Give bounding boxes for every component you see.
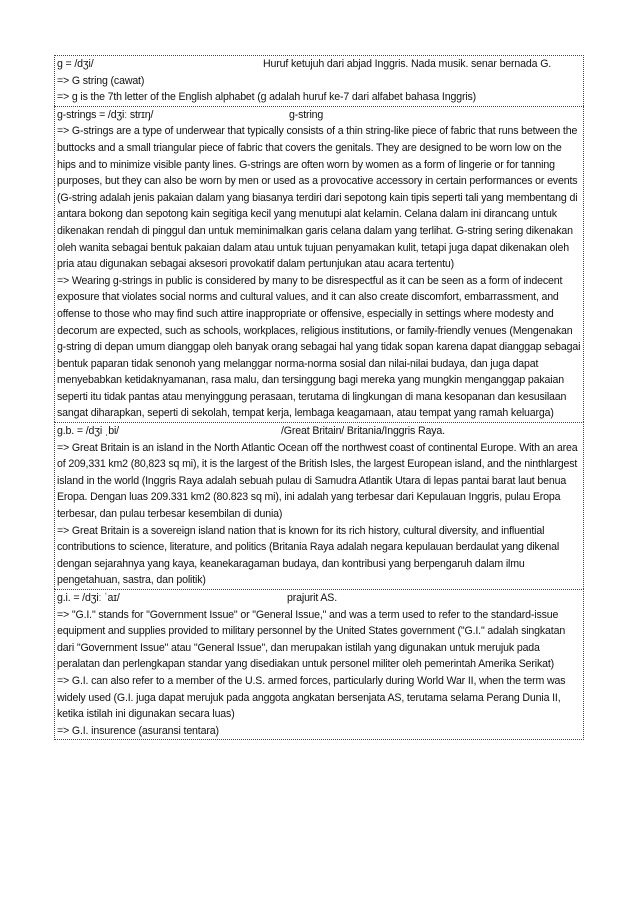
short-meaning: Huruf ketujuh dari abjad Inggris. Nada musik. senar bernada G.	[263, 58, 552, 70]
entry-headline	[57, 590, 582, 607]
headword: g = /dʒi/	[57, 58, 94, 70]
definition-line: => G.I. insurence (asuransi tentara)	[57, 724, 219, 737]
dictionary-page	[54, 55, 584, 740]
definition-line: => g is the 7th letter of the English alphabet (g adalah huruf ke-7 dari alfabet bahasa Inggris)	[57, 91, 477, 104]
definition-line: => G string (cawat)	[57, 74, 145, 87]
definition-line: => Wearing g-strings in public is considered by many to be disrespectful as it can be seen as a form of indecent exposure that violates social norms and cultural values, and it can also create discomfort, embarrassment, and offense to those who may find such attire inappropriate or offensive, especially in settings where modesty and decorum are expected, such as schools, workplaces, religious institutions, or family-friendly venues (Mengenakan g-string di depan umum dianggap oleh banyak orang sebagai hal yang tidak sopan karena dapat dianggap sebagai bentuk paparan tidak senonoh yang melanggar norma-norma sosial dan nilai-nilai budaya, dan juga dapat menyebabkan ketidaknyamanan, rasa malu, dan tersinggung bagi mereka yang mungkin menganggap pakaian seperti itu tidak pantas atau menyinggung perasaan, terutama di lingkungan di mana kesopanan dan kesusilaan sangat diharapkan, seperti di sekolah, tempat kerja, lembaga keagamaan, atau tempat yang ramah keluarga)	[57, 274, 581, 420]
headword: g-strings = /dʒiː strɪŋ/	[57, 108, 154, 121]
entry-gb	[54, 422, 584, 589]
definition-line: => Great Britain is an island in the North Atlantic Ocean off the northwest coast of continental Europe. With an area of 209,331 km2 (80,823 sq mi), it is the largest of the British Isles, the largest European island, and the ninthlargest island in the world (Inggris Raya adalah sebuah pulau di Samudra Atlantik Utara di lepas pantai barat laut benua Eropa. Dengan luas 209.331 km2 (80.823 sq mi), ini adalah yang terbesar dari Kepulauan Inggris, pulau Eropa terbesar, dan pulau terbesar kesembilan di dunia)	[57, 441, 578, 521]
definition-line: => G.I. can also refer to a member of the U.S. armed forces, particularly during World War II, when the term was widely used (G.I. juga dapat merujuk pada anggota angkatan bersenjata AS, terutama selama Perang Dunia II, ketika istilah ini digunakan secara luas)	[57, 674, 566, 721]
headword: g.i. = /dʒiː ˈaɪ/	[57, 592, 120, 604]
entry-headline	[57, 423, 582, 440]
definition-line: => G-strings are a type of underwear that typically consists of a thin string-like piece of fabric that runs between the buttocks and a small triangular piece of fabric that covers the genitals. They are designed to be worn low on the hips and to minimize visible panty lines. G-strings are often worn by women as a form of lingerie or for tanning purposes, but they can also be worn by men or used as a provocative accessory in certain performances or events (G-string adalah jenis pakaian dalam yang biasanya terdiri dari sepotong kain tipis seperti tali yang membentang di antara bokong dan sepotong kain segitiga kecil yang menutupi alat kelamin. Celana dalam ini dirancang untuk dikenakan rendah di pinggul dan untuk meminimalkan garis celana dalam yang terlihat. G-string sering dikenakan oleh wanita sebagai bentuk pakaian dalam atau untuk tujuan penyamakan kulit, tetapi juga dapat dikenakan oleh pria atau digunakan sebagai aksesori provokatif dalam pertunjukan atau acara tertentu)	[57, 125, 578, 271]
short-meaning: prajurit AS.	[287, 592, 338, 604]
definition-line: => "G.I." stands for "Government Issue" or "General Issue," and was a term used to refer to the standard-issue equipment and supplies provided to military personnel by the United States government ("G.I." adalah singkatan dari "Government Issue" atau "General Issue", dan merupakan istilah yang digunakan untuk merujuk pada peralatan dan perlengkapan standar yang disediakan untuk personel militer oleh pemerintah Amerika Serikat)	[57, 608, 566, 671]
definition-line: => Great Britain is a sovereign island nation that is known for its rich history, cultural diversity, and influential contributions to science, literature, and politics (Britania Raya adalah negara kepulauan berdaulat yang dikenal dengan sejarahnya yang kaya, keanekaragaman budaya, dan kontribusi yang berpengaruh dalam ilmu pengetahuan, sastra, dan politik)	[57, 524, 560, 587]
entry-headline	[57, 56, 582, 73]
entry-g	[54, 55, 584, 106]
short-meaning: g-string	[289, 108, 324, 121]
entry-headline	[57, 107, 582, 124]
entry-g-strings	[54, 106, 584, 422]
short-meaning: /Great Britain/ Britania/Inggris Raya.	[281, 425, 445, 438]
entry-gi	[54, 589, 584, 740]
headword: g.b. = /dʒi ˌbi/	[57, 425, 119, 438]
